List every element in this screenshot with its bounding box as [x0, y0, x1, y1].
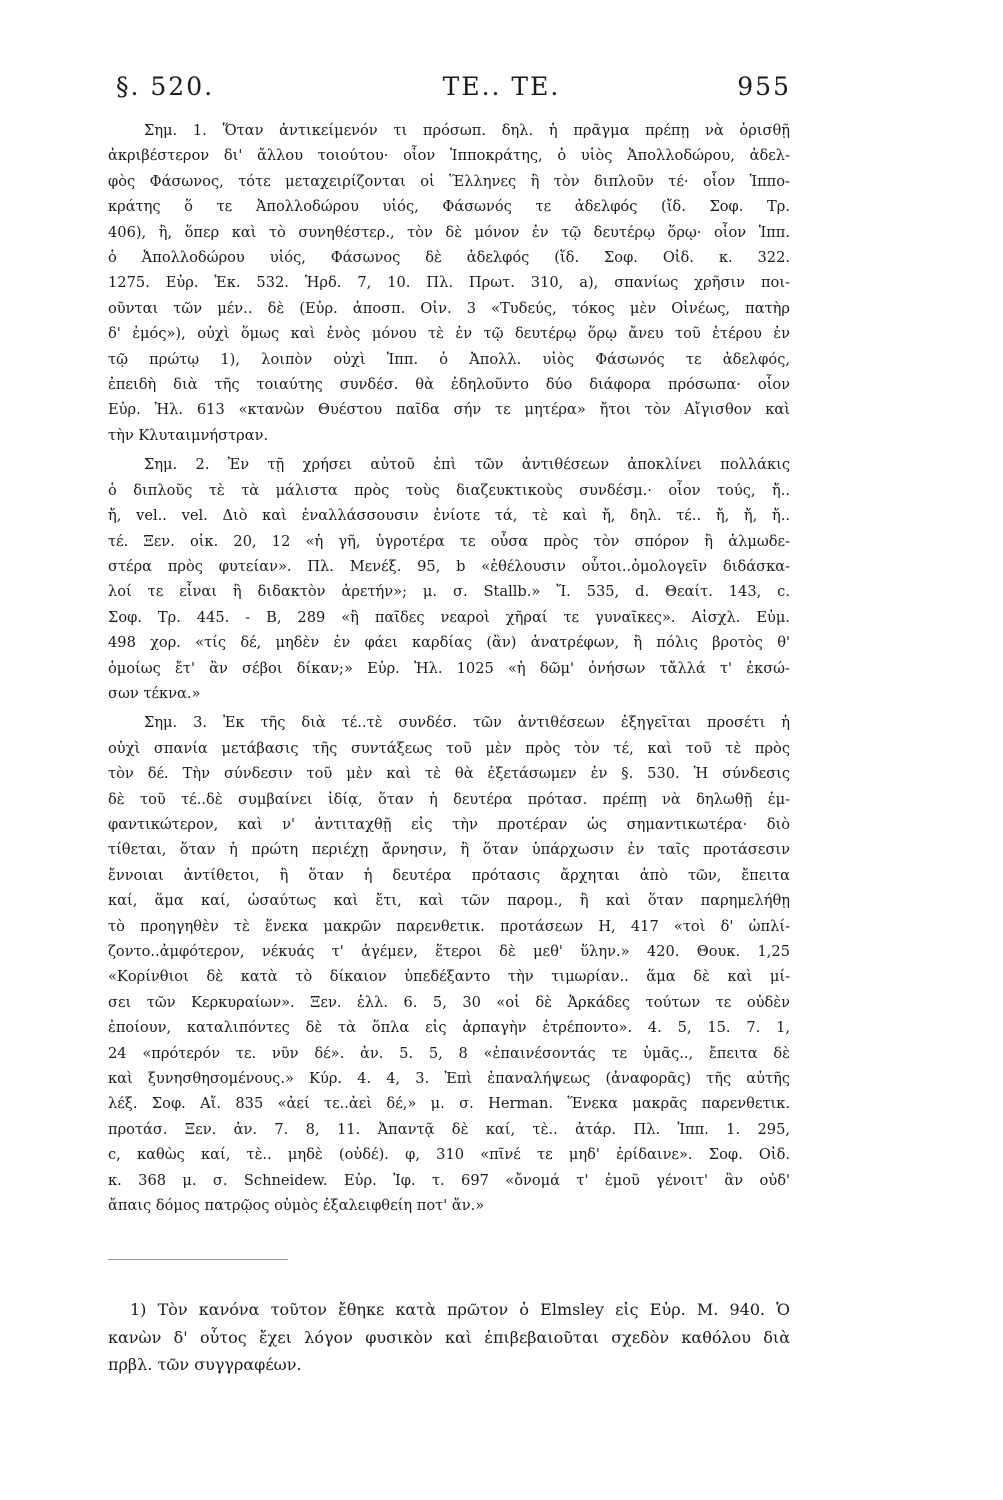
- text-line: ἔννοιαι ἀντίθετοι, ἢ ὅταν ἡ δευτέρα πρότασις ἄρχηται ἀπὸ τῶν, ἔπειτα: [108, 866, 790, 884]
- text-line: c, καθὼς καί, τὲ.. μηδὲ (οὐδέ). φ, 310 «πῖνέ τε μηδ' ἐρίδαινε». Σοφ. Οἰδ.: [108, 1146, 790, 1164]
- text-line: προτάσ. Ξεν. ἀν. 7. 8, 11. Ἀπαντᾷ δὲ καί, τὲ.. ἀτάρ. Πλ. Ἱππ. 1. 295,: [108, 1120, 790, 1138]
- text-line: δὲ τοῦ τέ..δὲ συμβαίνει ἰδίᾳ, ὅταν ἡ δευτέρα πρότασ. πρέπῃ νὰ δηλωθῇ ἐμ-: [108, 790, 790, 808]
- text-line: 24 «πρότερόν τε. νῦν δέ». ἀν. 5. 5, 8 «ἐπαινέσοντάς τε ὑμᾶς.., ἔπειτα δὲ: [108, 1044, 790, 1062]
- text-line: ἐπειδὴ διὰ τῆς τοιαύτης συνδέσ. θὰ ἐδηλοῦντο δύο διάφορα πρόσωπα· οἷον: [108, 376, 790, 394]
- text-line: Σημ. 2. Ἐν τῇ χρήσει αὐτοῦ ἐπὶ τῶν ἀντιθέσεων ἀποκλίνει πολλάκις: [144, 456, 790, 474]
- text-line: «Κορίνθιοι δὲ κατὰ τὸ δίκαιον ὑπεδέξαντο τὴν τιμωρίαν.. ἅμα δὲ καὶ μί-: [108, 968, 790, 986]
- note-paragraph-3: [108, 710, 790, 1218]
- text-line: φὸς Φάσωνος, τότε μεταχειρίζονται οἱ Ἕλληνες ἢ τὸν διπλοῦν τέ· οἷον Ἱππο-: [108, 172, 790, 190]
- text-line: Σημ. 3. Ἐκ τῆς διὰ τέ..τὲ συνδέσ. τῶν ἀντιθέσεων ἐξηγεῖται προσέτι ἡ: [144, 714, 790, 732]
- text-line: τέ. Ξεν. οἰκ. 20, 12 «ἡ γῆ, ὑγροτέρα τε οὖσα πρὸς τὸν σπόρον ἢ ἁλμωδε-: [108, 532, 790, 550]
- text-line: Σοφ. Τρ. 445. - Β, 289 «ἢ παῖδες νεαροὶ χῆραί τε γυναῖκες». Αἰσχλ. Εὐμ.: [108, 608, 790, 626]
- text-line: κ. 368 μ. σ. Schneidew. Εὐρ. Ἰφ. τ. 697 «ὄνομά τ' ἐμοῦ γένοιτ' ἂν οὐδ': [108, 1171, 790, 1189]
- text-line: Εὐρ. Ἠλ. 613 «κτανὼν Θυέστου παῖδα σήν τε μητέρα» ἤτοι τὸν Αἴγισθον καὶ: [108, 401, 790, 419]
- note-paragraph-1: [108, 118, 790, 448]
- text-line: κράτης ὅ τε Ἀπολλοδώρου υἱός, Φάσωνός τε ἀδελφός (ἴδ. Σοφ. Τρ.: [108, 198, 790, 216]
- text-line: οῦνται τῶν μέν.. δὲ (Εὐρ. ἀποσπ. Οἰν. 3 «Τυδεύς, τόκος μὲν Οἰνέως, πατὴρ: [108, 299, 790, 317]
- text-line: λοί τε εἶναι ἢ διδακτὸν ἀρετήν»; μ. σ. Stallb.» Ἴ. 535, d. Θεαίτ. 143, c.: [108, 583, 790, 601]
- text-line: οὐχὶ σπανία μετάβασις τῆς συντάξεως τοῦ μὲν πρὸς τὸν τέ, καὶ τοῦ τὲ πρὸς: [108, 739, 790, 757]
- text-line: ζοντο..ἀμφότερον, νέκυάς τ' ἀγέμεν, ἕτεροι δὲ μεθ' ὕλην.» 420. Θουκ. 1,25: [108, 943, 790, 960]
- main-text: [108, 118, 790, 1222]
- text-line: καί, ἅμα καί, ὡσαύτως καὶ ἔτι, καὶ τῶν παρομ., ἢ καὶ ὅταν παρημελήθῃ: [108, 892, 790, 910]
- text-line: τῷ πρώτῳ 1), λοιπὸν οὐχὶ Ἱππ. ὁ Ἀπολλ. υἱὸς Φάσωνός τε ἀδελφός,: [108, 350, 790, 368]
- text-line: ὁ διπλοῦς τὲ τὰ μάλιστα πρὸς τοὺς διαζευκτικοὺς συνδέσμ.· οἷον τούς, ἤ..: [108, 481, 790, 499]
- section-number: §. 520.: [116, 72, 215, 101]
- text-line: καὶ ξυνησθησομένους.» Κύρ. 4. 4, 3. Ἐπὶ ἐπαναλήψεως (ἀναφορᾶς) τῆς αὐτῆς: [108, 1070, 790, 1088]
- text-line: 498 χορ. «τίς δέ, μηδὲν ἐν φάει καρδίας (ἂν) ἀνατρέφων, ἢ πόλις βροτὸς θ': [108, 634, 790, 652]
- page-number: 955: [737, 72, 791, 101]
- text-line: φαντικώτερον, καὶ ν' ἀντιταχθῇ εἰς τὴν προτέραν ὡς σημαντικωτέρα· διὸ: [108, 815, 790, 833]
- text-line: ὁμοίως ἔτ' ἂν σέβοι δίκαν;» Εὐρ. Ἠλ. 1025 «ἡ δῶμ' ὀνήσων τἄλλά τ' ἐκσώ-: [108, 659, 790, 677]
- text-line: ἤ, vel.. vel. Διὸ καὶ ἐναλλάσσουσιν ἐνίοτε τά, τὲ καὶ ἤ, δηλ. τέ.. ἤ, ἤ, ἤ..: [108, 507, 790, 525]
- text-line: 406), ἢ, ὅπερ καὶ τὸ συνηθέστερ., τὸν δὲ μόνον ἐν τῷ δευτέρῳ ὅρῳ· οἷον Ἱππ.: [108, 223, 790, 241]
- footnote-paragraph: [108, 1296, 790, 1379]
- text-line: πρβλ. τῶν συγγραφέων.: [108, 1355, 302, 1374]
- text-line: κανὼν δ' οὗτος ἔχει λόγον φυσικὸν καὶ ἐπιβεβαιοῦται σχεδὸν καθόλου διὰ: [108, 1327, 790, 1347]
- text-line: Σημ. 1. Ὅταν ἀντικείμενόν τι πρόσωπ. δηλ. ἡ πρᾶγμα πρέπῃ νὰ ὁρισθῇ: [144, 122, 790, 139]
- text-line: ὁ Ἀπολλοδώρου υἱός, Φάσωνος δὲ ἀδελφός (ἴδ. Σοφ. Οἰδ. κ. 322.: [108, 249, 790, 267]
- text-line: ἀκριβέστερον δι' ἄλλου τοιούτου· οἷον Ἱπποκράτης, ὁ υἱὸς Ἀπολλοδώρου, ἀδελ-: [108, 147, 790, 165]
- text-line: σει τῶν Κερκυραίων». Ξεν. ἑλλ. 6. 5, 30 «οἱ δὲ Ἀρκάδες τούτων τε οὐδὲν: [108, 993, 790, 1011]
- footnote: [108, 1296, 790, 1383]
- text-line: 1) Τὸν κανόνα τοῦτον ἔθηκε κατὰ πρῶτον ὁ Elmsley εἰς Εὐρ. Μ. 940. Ὁ: [130, 1300, 790, 1319]
- text-line: σων τέκνα.»: [108, 684, 201, 702]
- text-line: λέξ. Σοφ. Αἴ. 835 «ἀεί τε..ἀεὶ δέ,» μ. σ. Herman. Ἕνεκα μακρᾶς παρενθετικ.: [108, 1095, 790, 1113]
- text-line: τὸν δέ. Τὴν σύνδεσιν τοῦ μὲν καὶ τὲ θὰ ἐξετάσωμεν ἐν §. 530. Ἡ σύνδεσις: [108, 765, 790, 783]
- text-line: τίθεται, ὅταν ἡ πρώτη περιέχῃ ἄρνησιν, ἢ ὅταν ὑπάρχωσιν ἐν ταῖς προτάσεσιν: [108, 841, 790, 859]
- running-title: TE.. TE.: [442, 72, 561, 101]
- note-paragraph-2: [108, 452, 790, 706]
- footnote-divider: [108, 1259, 288, 1260]
- text-line: τὴν Κλυταιμνήστραν.: [108, 426, 269, 444]
- text-line: 1275. Εὐρ. Ἑκ. 532. Ἡρδ. 7, 10. Πλ. Πρωτ. 310, a), σπανίως χρῆσιν ποι-: [108, 274, 790, 292]
- text-line: ἄπαις δόμος πατρῷος οὑμὸς ἐξαλειφθείη ποτ' ἄν.»: [108, 1197, 485, 1215]
- text-line: τὸ προηγηθὲν τὲ ἕνεκα μακρῶν παρενθετικ. προτάσεων Η, 417 «τοὶ δ' ὡπλί-: [108, 917, 790, 935]
- text-line: στέρα πρὸς φυτείαν». Πλ. Μενέξ. 95, b «ἐθέλουσιν οὗτοι..ὁμολογεῖν διδάσκα-: [108, 557, 790, 575]
- text-line: ἐποίουν, καταλιπόντες δὲ τὰ ὅπλα εἰς ἁρπαγὴν ἐτρέποντο». 4. 5, 15. 7. 1,: [108, 1019, 790, 1037]
- text-line: δ' ἐμός»), οὐχὶ ὅμως καὶ ἑνὸς μόνου τὲ ἐν τῷ δευτέρῳ ὅρῳ ἄνευ τοῦ ἑτέρου ἐν: [108, 325, 790, 343]
